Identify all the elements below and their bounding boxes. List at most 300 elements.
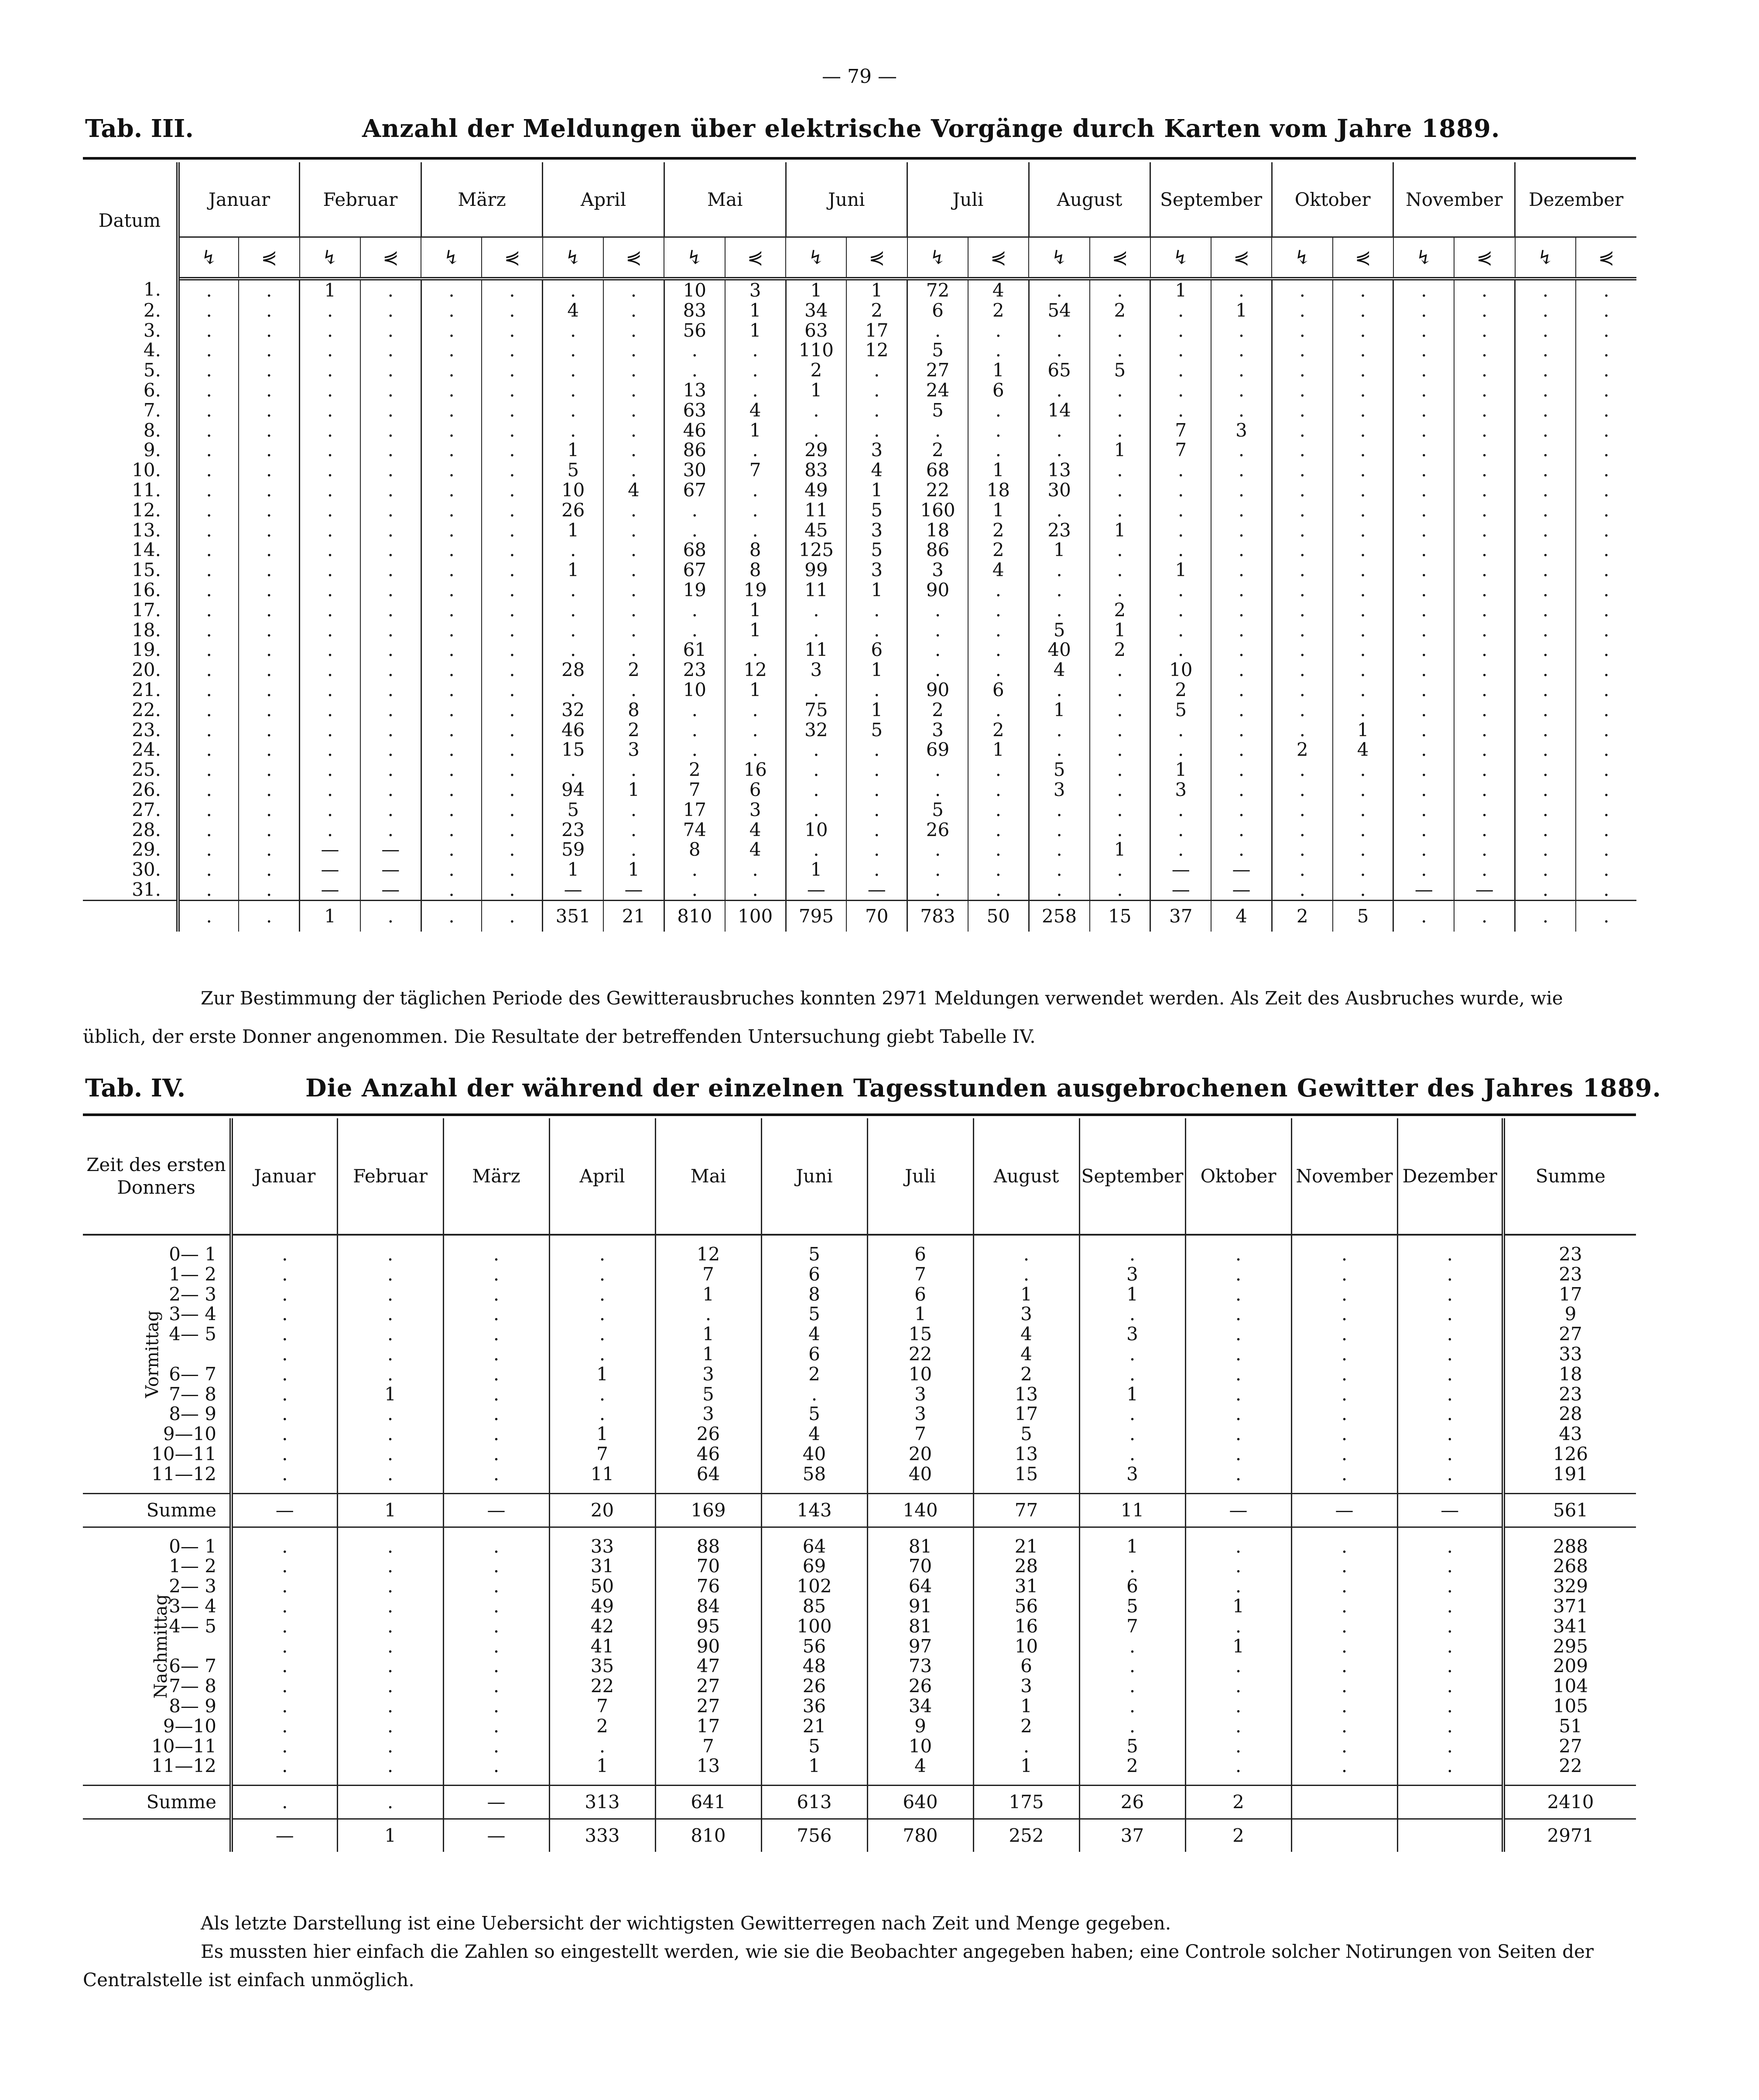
spacer-cell <box>1079 1527 1185 1537</box>
count-cell: . <box>786 680 846 700</box>
count-cell: . <box>968 660 1029 680</box>
count-cell: . <box>443 1464 549 1484</box>
count-cell: 1 <box>549 1364 655 1384</box>
count-cell: . <box>1185 1364 1291 1384</box>
count-cell: . <box>1029 880 1089 900</box>
count-cell: . <box>968 700 1029 720</box>
tab3-title: Anzahl der Meldungen über elektrische Vorgänge durch Karten vom Jahre 1889. <box>362 114 1500 143</box>
table-row <box>83 1384 1636 1404</box>
total-cell: 258 <box>1029 900 1089 932</box>
count-cell: . <box>231 1576 337 1596</box>
count-cell: . <box>300 580 360 600</box>
count-cell: . <box>907 640 968 660</box>
count-cell: . <box>1272 460 1332 480</box>
count-cell: . <box>1291 1537 1397 1557</box>
datum-header: Datum <box>83 162 178 279</box>
month-header: September <box>1079 1118 1185 1235</box>
count-cell: . <box>360 780 421 800</box>
row-sum-cell: 17 <box>1503 1284 1636 1304</box>
count-cell: . <box>603 340 664 360</box>
count-cell: . <box>1090 540 1150 560</box>
count-cell: . <box>1576 620 1636 640</box>
count-cell: . <box>1185 1464 1291 1484</box>
count-cell: . <box>360 520 421 540</box>
count-cell: 1 <box>655 1344 761 1364</box>
count-cell: . <box>421 780 482 800</box>
date-cell: 29. <box>83 840 178 860</box>
count-cell: . <box>1397 1344 1503 1364</box>
count-cell: . <box>360 720 421 740</box>
count-cell: 56 <box>973 1596 1079 1616</box>
count-cell: . <box>1397 1556 1503 1576</box>
count-cell: . <box>968 440 1029 460</box>
count-cell: 6 <box>968 380 1029 400</box>
count-cell: . <box>443 1716 549 1736</box>
count-cell: . <box>239 880 299 900</box>
spacer-cell <box>1079 1776 1185 1786</box>
count-cell: 3 <box>725 279 786 300</box>
count-cell: . <box>360 620 421 640</box>
hour-range-cell: 2— 3 <box>83 1284 231 1304</box>
spacer-cell <box>83 1235 231 1244</box>
count-cell: 1 <box>655 1324 761 1344</box>
count-cell: . <box>846 380 907 400</box>
total-cell: 810 <box>664 900 725 932</box>
count-cell: . <box>1211 700 1272 720</box>
count-cell: 1 <box>1079 1537 1185 1557</box>
count-cell: . <box>421 460 482 480</box>
count-cell: . <box>1515 440 1576 460</box>
count-cell: . <box>1576 860 1636 880</box>
count-cell: . <box>1333 860 1393 880</box>
count-cell: . <box>1333 640 1393 660</box>
count-cell: 75 <box>786 700 846 720</box>
count-cell: . <box>1090 340 1150 360</box>
count-cell: . <box>178 279 239 300</box>
count-cell: . <box>1397 1264 1503 1284</box>
spacer-cell <box>867 1527 973 1537</box>
count-cell: 2 <box>907 440 968 460</box>
count-cell: . <box>421 400 482 420</box>
table-row <box>83 340 1636 360</box>
count-cell: . <box>1397 1696 1503 1716</box>
count-cell: . <box>1185 1696 1291 1716</box>
count-cell: . <box>1185 1244 1291 1264</box>
date-cell: 12. <box>83 500 178 520</box>
count-cell: 3 <box>973 1304 1079 1324</box>
count-cell: . <box>1079 1424 1185 1444</box>
sum-cell: — <box>443 1819 549 1852</box>
count-cell: 1 <box>846 700 907 720</box>
count-cell: 2 <box>1090 640 1150 660</box>
count-cell: . <box>1515 860 1576 880</box>
count-cell: . <box>178 720 239 740</box>
count-cell: 13 <box>664 380 725 400</box>
spacer-cell <box>549 1235 655 1244</box>
count-cell: . <box>543 420 603 440</box>
count-cell: . <box>1515 720 1576 740</box>
month-header: März <box>421 162 543 237</box>
count-cell: . <box>1029 740 1089 760</box>
count-cell: . <box>968 760 1029 780</box>
count-cell: . <box>603 520 664 540</box>
count-cell: 31 <box>549 1556 655 1576</box>
count-cell: . <box>1272 600 1332 620</box>
count-cell: . <box>1272 700 1332 720</box>
count-cell: . <box>178 420 239 440</box>
count-cell: . <box>1272 580 1332 600</box>
spacer-cell <box>83 1484 231 1494</box>
count-cell: . <box>1397 1424 1503 1444</box>
table-row <box>83 440 1636 460</box>
count-cell: . <box>603 560 664 580</box>
count-cell: . <box>1291 1284 1397 1304</box>
date-cell: 1. <box>83 279 178 300</box>
count-cell: . <box>360 300 421 321</box>
sum-cell: 77 <box>973 1493 1079 1527</box>
count-cell: . <box>482 780 542 800</box>
count-cell: 50 <box>549 1576 655 1596</box>
count-cell: 17 <box>664 800 725 820</box>
count-cell: . <box>1576 740 1636 760</box>
count-cell: . <box>1393 600 1454 620</box>
sum-cell: — <box>231 1819 337 1852</box>
count-cell: 26 <box>761 1676 867 1696</box>
count-cell: . <box>846 400 907 420</box>
count-cell: 2 <box>603 660 664 680</box>
row-sum-cell: 341 <box>1503 1616 1636 1636</box>
count-cell: 4 <box>761 1424 867 1444</box>
table-row <box>83 1304 1636 1324</box>
count-cell: — <box>1150 860 1211 880</box>
table-row <box>83 1464 1636 1484</box>
count-cell: . <box>1333 560 1393 580</box>
spacer-cell <box>1503 1776 1636 1786</box>
count-cell: 28 <box>973 1556 1079 1576</box>
count-cell: . <box>1393 640 1454 660</box>
hour-range-cell: 0— 1 <box>83 1537 231 1557</box>
count-cell: . <box>482 480 542 500</box>
count-cell: . <box>1090 500 1150 520</box>
hour-range-cell: 8— 9 <box>83 1696 231 1716</box>
count-cell: . <box>482 500 542 520</box>
count-cell: . <box>549 1736 655 1756</box>
count-cell: 4 <box>1029 660 1089 680</box>
count-cell: . <box>1576 760 1636 780</box>
count-cell: . <box>968 840 1029 860</box>
count-cell: 2 <box>968 720 1029 740</box>
row-sum-cell: 209 <box>1503 1656 1636 1676</box>
month-header: Juli <box>867 1118 973 1235</box>
count-cell: 7 <box>867 1264 973 1284</box>
count-cell: . <box>1211 720 1272 740</box>
count-cell: . <box>300 500 360 520</box>
row-sum-cell: 295 <box>1503 1636 1636 1656</box>
count-cell: . <box>443 1696 549 1716</box>
count-cell: . <box>1150 500 1211 520</box>
count-cell: . <box>239 560 299 580</box>
count-cell: . <box>300 680 360 700</box>
count-cell: . <box>1333 760 1393 780</box>
date-cell: 20. <box>83 660 178 680</box>
count-cell: . <box>543 680 603 700</box>
count-cell: . <box>1454 760 1515 780</box>
vormittag-sum-row <box>83 1493 1636 1527</box>
count-cell: 10 <box>1150 660 1211 680</box>
count-cell: . <box>1029 800 1089 820</box>
table-row <box>83 321 1636 341</box>
count-cell: . <box>968 580 1029 600</box>
count-cell: 34 <box>786 300 846 321</box>
count-cell: . <box>178 740 239 760</box>
count-cell: . <box>725 440 786 460</box>
count-cell: . <box>421 560 482 580</box>
count-cell: . <box>300 560 360 580</box>
count-cell: . <box>421 360 482 380</box>
count-cell: . <box>1150 740 1211 760</box>
count-cell: . <box>300 820 360 840</box>
count-cell: . <box>1150 340 1211 360</box>
table-row <box>83 1364 1636 1384</box>
table-row <box>83 560 1636 580</box>
count-cell: 3 <box>1211 420 1272 440</box>
count-cell: 3 <box>1079 1264 1185 1284</box>
count-cell: . <box>907 321 968 341</box>
count-cell: 1 <box>1090 520 1150 540</box>
spacer-cell <box>231 1484 337 1494</box>
count-cell: . <box>543 360 603 380</box>
table-row <box>83 780 1636 800</box>
count-cell: . <box>1454 540 1515 560</box>
count-cell: 7 <box>867 1424 973 1444</box>
count-cell: . <box>725 520 786 540</box>
count-cell: 49 <box>549 1596 655 1616</box>
count-cell: . <box>1150 800 1211 820</box>
total-cell: . <box>482 900 542 932</box>
total-cell: 351 <box>543 900 603 932</box>
count-cell: 1 <box>867 1304 973 1324</box>
date-cell: 21. <box>83 680 178 700</box>
count-cell: 3 <box>655 1364 761 1384</box>
count-cell: . <box>1333 420 1393 440</box>
count-cell: 12 <box>655 1244 761 1264</box>
table-row <box>83 380 1636 400</box>
count-cell: 40 <box>761 1444 867 1464</box>
count-cell: 22 <box>867 1344 973 1364</box>
spacer-cell <box>443 1484 549 1494</box>
count-cell: . <box>300 740 360 760</box>
count-cell: . <box>1029 380 1089 400</box>
count-cell: . <box>1291 1344 1397 1364</box>
count-cell: . <box>360 340 421 360</box>
count-cell: . <box>300 700 360 720</box>
row-sum-cell: 33 <box>1503 1344 1636 1364</box>
lightning-symbol-icon: ↯ <box>1393 237 1454 279</box>
count-cell: . <box>421 540 482 560</box>
count-cell: . <box>1454 800 1515 820</box>
count-cell: 2 <box>549 1716 655 1736</box>
count-cell: . <box>239 640 299 660</box>
count-cell: . <box>664 620 725 640</box>
count-cell: . <box>907 600 968 620</box>
count-cell: . <box>1272 321 1332 341</box>
date-cell: 13. <box>83 520 178 540</box>
count-cell: . <box>360 640 421 660</box>
count-cell: . <box>443 1596 549 1616</box>
count-cell: . <box>337 1324 443 1344</box>
count-cell: . <box>1272 440 1332 460</box>
count-cell: 56 <box>761 1636 867 1656</box>
count-cell: . <box>1515 300 1576 321</box>
count-cell: . <box>1090 760 1150 780</box>
count-cell: . <box>1454 820 1515 840</box>
count-cell: . <box>443 1676 549 1696</box>
count-cell: . <box>549 1264 655 1284</box>
count-cell: . <box>543 620 603 640</box>
count-cell: . <box>1576 380 1636 400</box>
count-cell: . <box>231 1244 337 1264</box>
count-cell: . <box>603 680 664 700</box>
count-cell: . <box>482 720 542 740</box>
count-cell: . <box>968 800 1029 820</box>
count-cell: . <box>1029 680 1089 700</box>
count-cell: 1 <box>549 1424 655 1444</box>
count-cell: . <box>1029 500 1089 520</box>
count-cell: . <box>360 321 421 341</box>
count-cell: — <box>1211 860 1272 880</box>
count-cell: . <box>1454 460 1515 480</box>
count-cell: . <box>1211 740 1272 760</box>
count-cell: . <box>300 340 360 360</box>
glow-symbol-icon: ⋞ <box>1333 237 1393 279</box>
count-cell: . <box>1185 1616 1291 1636</box>
count-cell: . <box>360 480 421 500</box>
count-cell: . <box>603 400 664 420</box>
count-cell: . <box>1397 1464 1503 1484</box>
count-cell: 125 <box>786 540 846 560</box>
count-cell: 5 <box>1090 360 1150 380</box>
count-cell: . <box>786 840 846 860</box>
count-cell: . <box>1515 420 1576 440</box>
count-cell: . <box>1090 580 1150 600</box>
hour-range-cell: 1— 2 <box>83 1264 231 1284</box>
count-cell: 12 <box>846 340 907 360</box>
count-cell: . <box>482 420 542 440</box>
count-cell: . <box>1291 1404 1397 1424</box>
count-cell: 1 <box>543 520 603 540</box>
count-cell: . <box>443 1556 549 1576</box>
count-cell: . <box>1454 700 1515 720</box>
count-cell: . <box>231 1464 337 1484</box>
count-cell: . <box>1211 620 1272 640</box>
count-cell: 4 <box>973 1324 1079 1344</box>
nachmittag-label-text: Nachmittag <box>151 1594 171 1699</box>
count-cell: 3 <box>907 720 968 740</box>
count-cell: . <box>725 640 786 660</box>
count-cell: . <box>337 1596 443 1616</box>
count-cell: . <box>1393 780 1454 800</box>
count-cell: . <box>1090 321 1150 341</box>
count-cell: . <box>1576 420 1636 440</box>
count-cell: 2 <box>968 300 1029 321</box>
sum-cell: 2 <box>1185 1786 1291 1819</box>
count-cell: 11 <box>786 500 846 520</box>
count-cell: . <box>1393 360 1454 380</box>
spacer-cell <box>973 1484 1079 1494</box>
count-cell: . <box>1333 460 1393 480</box>
table-row <box>83 300 1636 321</box>
count-cell: . <box>360 400 421 420</box>
count-cell: 6 <box>973 1656 1079 1676</box>
count-cell: . <box>337 1404 443 1424</box>
count-cell: 73 <box>867 1656 973 1676</box>
count-cell: . <box>482 820 542 840</box>
count-cell: . <box>1272 820 1332 840</box>
table-row <box>83 279 1636 300</box>
tab4-title: Die Anzahl der während der einzelnen Tagesstunden ausgebrochenen Gewitter des Jahres 1889. <box>305 1074 1662 1103</box>
row-sum-cell: 23 <box>1503 1264 1636 1284</box>
count-cell: 61 <box>664 640 725 660</box>
spacer-cell <box>761 1235 867 1244</box>
count-cell: 2 <box>603 720 664 740</box>
count-cell: . <box>1185 1404 1291 1424</box>
count-cell: . <box>421 440 482 460</box>
month-header: April <box>549 1118 655 1235</box>
count-cell: . <box>443 1264 549 1284</box>
count-cell: . <box>1333 660 1393 680</box>
nachmittag-sum-row <box>83 1786 1636 1819</box>
count-cell: . <box>786 620 846 640</box>
count-cell: 1 <box>725 620 786 640</box>
count-cell: . <box>786 760 846 780</box>
vormittag-label <box>109 1310 163 1398</box>
table-row <box>83 580 1636 600</box>
count-cell: — <box>300 880 360 900</box>
count-cell: . <box>421 480 482 500</box>
count-cell: . <box>421 840 482 860</box>
count-cell: . <box>1291 1736 1397 1756</box>
count-cell: . <box>1515 540 1576 560</box>
count-cell: . <box>1185 1264 1291 1284</box>
table-row <box>83 860 1636 880</box>
tab3-label: Tab. III. <box>85 114 194 143</box>
count-cell: . <box>1211 360 1272 380</box>
count-cell: . <box>421 880 482 900</box>
count-cell: . <box>1211 820 1272 840</box>
count-cell: . <box>603 440 664 460</box>
count-cell: 13 <box>655 1756 761 1776</box>
count-cell: 26 <box>543 500 603 520</box>
date-cell: 14. <box>83 540 178 560</box>
count-cell: . <box>1185 1716 1291 1736</box>
date-cell: 25. <box>83 760 178 780</box>
count-cell: . <box>231 1676 337 1696</box>
count-cell: 32 <box>543 700 603 720</box>
count-cell: . <box>664 600 725 620</box>
row-sum-cell: 329 <box>1503 1576 1636 1596</box>
count-cell: . <box>1150 460 1211 480</box>
glow-symbol-icon: ⋞ <box>846 237 907 279</box>
count-cell: . <box>1150 400 1211 420</box>
count-cell: . <box>1397 1364 1503 1384</box>
count-cell: . <box>1291 1656 1397 1676</box>
spacer-cell <box>1185 1235 1291 1244</box>
count-cell: 1 <box>655 1284 761 1304</box>
count-cell: . <box>1576 780 1636 800</box>
count-cell: 31 <box>973 1576 1079 1596</box>
count-cell: 1 <box>1333 720 1393 740</box>
count-cell: 1 <box>973 1284 1079 1304</box>
